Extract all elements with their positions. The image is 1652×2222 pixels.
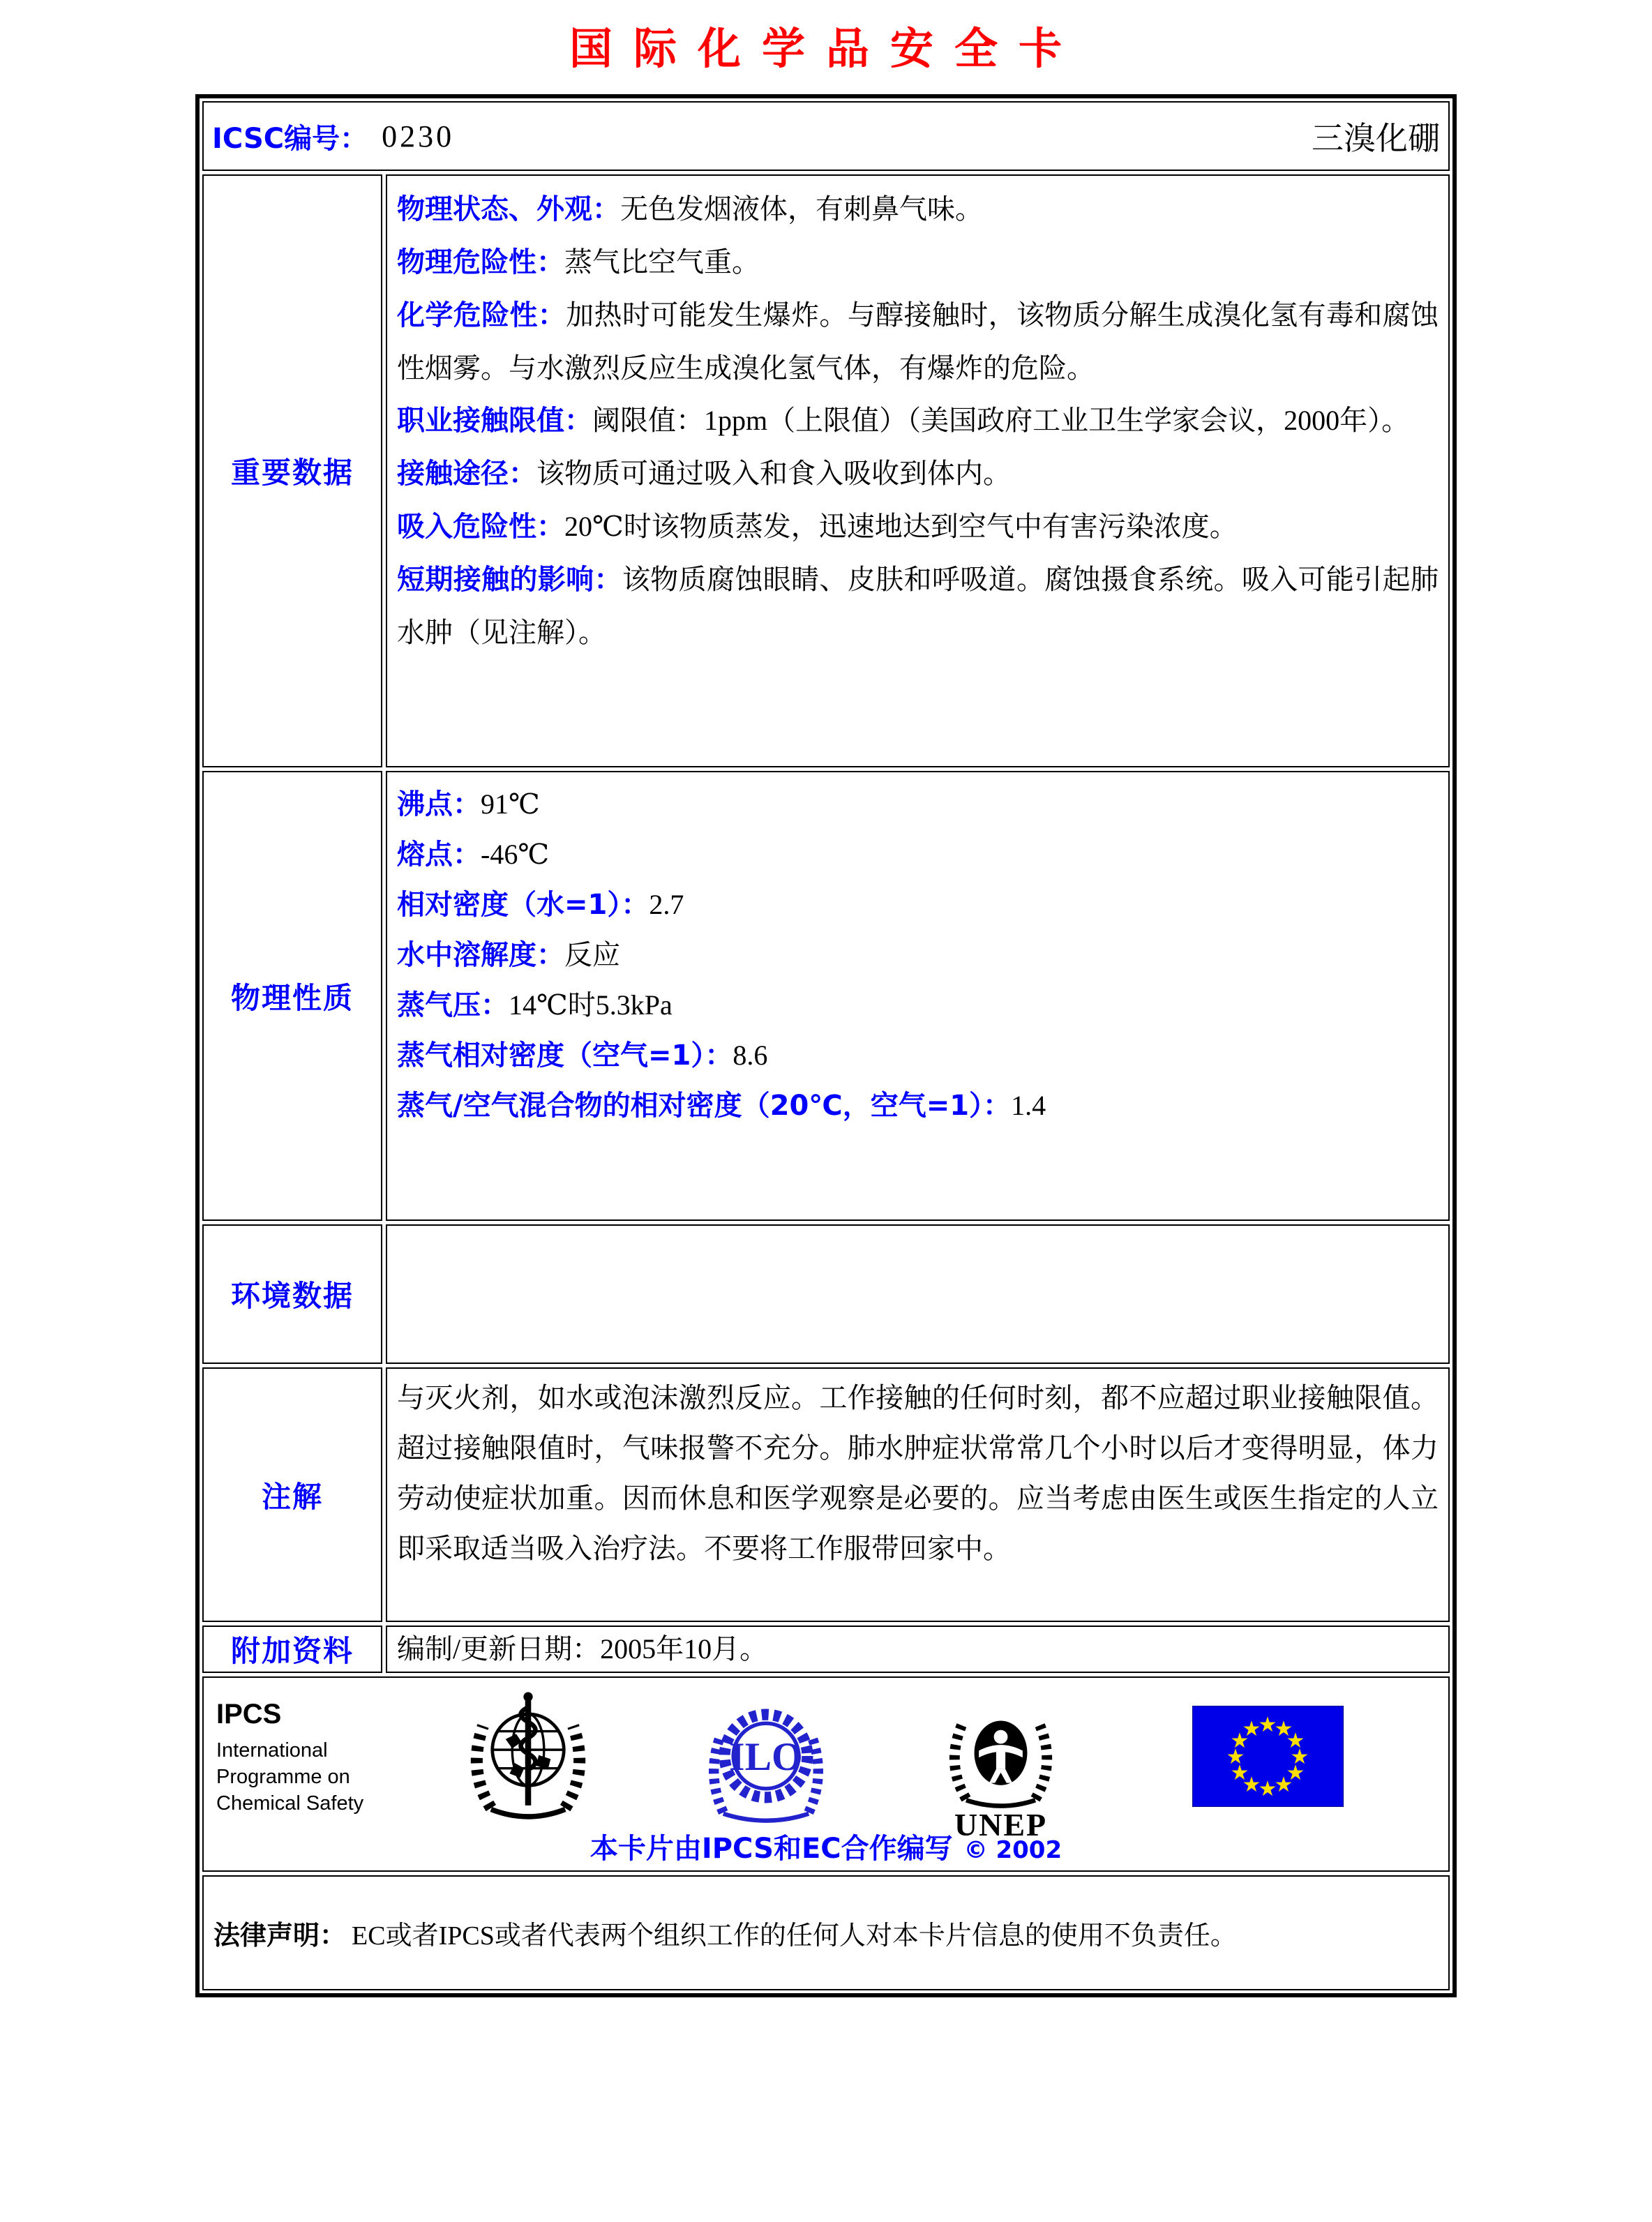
eu-flag: [1192, 1706, 1344, 1807]
legal-notice-text: EC或者IPCS或者代表两个组织工作的任何人对本卡片信息的使用不负责任。: [352, 1921, 1237, 1951]
data-item: [397, 779, 1439, 830]
svg-text:★: ★: [1242, 1773, 1261, 1797]
credit-text: 本卡片由IPCS和EC合作编写: [590, 1833, 953, 1865]
section-row-environmental-data: [202, 1224, 1450, 1364]
svg-text:★: ★: [1286, 1729, 1305, 1753]
page: [0, 14, 1652, 1997]
data-item: [397, 289, 1439, 394]
data-item: [397, 1081, 1439, 1131]
section-content-physical-properties: [386, 771, 1450, 1221]
data-item: [397, 500, 1439, 553]
section-row-notes: [202, 1367, 1450, 1622]
item-label: 熔点：: [397, 839, 481, 871]
svg-text:★: ★: [1274, 1717, 1293, 1741]
item-text: 该物质可通过吸入和食入吸收到体内。: [536, 458, 1011, 489]
page-title: 国际化学品安全卡: [569, 23, 1083, 74]
icsc-card-table: [195, 94, 1457, 1997]
data-item: [397, 394, 1439, 447]
svg-text:★: ★: [1274, 1773, 1293, 1797]
ilo-logo: [703, 1699, 829, 1838]
svg-text:★: ★: [1286, 1761, 1305, 1785]
svg-text:★: ★: [1242, 1717, 1261, 1741]
svg-text:★: ★: [1258, 1713, 1277, 1737]
ipcs-title: IPCS: [216, 1699, 282, 1729]
item-label: 短期接触的影响：: [397, 564, 622, 596]
item-label: 化学危险性：: [397, 299, 566, 331]
item-label: 水中溶解度：: [397, 939, 564, 971]
svg-text:★: ★: [1290, 1745, 1309, 1769]
item-text: 20℃时该物质蒸发，迅速地达到空气中有害污染浓度。: [564, 511, 1238, 542]
item-text: 该物质腐蚀眼睛、皮肤和呼吸道。腐蚀摄食系统。吸入可能引起肺水肿（见注解）。: [397, 564, 1439, 648]
section-content-important-data: [386, 174, 1450, 767]
legal-cell: [202, 1875, 1450, 1990]
ipcs-subtitle-line: Chemical Safety: [216, 1792, 364, 1815]
notes-text: 与灭火剂，如水或泡沫激烈反应。工作接触的任何时刻，都不应超过职业接触限值。超过接触限值时，气味报警不充分。肺水肿症状常常几个小时以后才变得明显，体力劳动使症状加重。因而休息和医学观察是必要的。应当考虑由医生或医生指定的人立即采取适当吸入治疗法。不要将工作服带回家中。: [397, 1382, 1439, 1564]
item-text: -46℃: [481, 839, 550, 870]
credit-year: © 2002: [963, 1836, 1062, 1864]
ipcs-subtitle-line: International: [216, 1739, 328, 1762]
data-item: [397, 1030, 1439, 1081]
section-row-additional-info: [202, 1626, 1450, 1673]
logos-cell: [202, 1676, 1450, 1872]
item-label: 接触途径：: [397, 458, 536, 490]
item-label: 沸点：: [397, 788, 481, 820]
section-content-notes: [386, 1367, 1450, 1622]
item-text: 2.7: [649, 889, 684, 920]
item-text: 8.6: [733, 1039, 768, 1071]
svg-text:★: ★: [1258, 1777, 1277, 1801]
unep-emblem: [943, 1696, 1058, 1815]
item-label: 相对密度（水=1）：: [397, 889, 649, 921]
section-content-additional-info: [386, 1626, 1450, 1673]
data-item: [397, 880, 1439, 930]
item-text: 1.4: [1011, 1090, 1046, 1121]
ipcs-subtitle-line: Programme on: [216, 1766, 350, 1788]
chemical-name: 三溴化硼: [1312, 121, 1440, 156]
section-label-physical-properties: 物理性质: [202, 771, 382, 1221]
svg-text:ILO: ILO: [729, 1734, 803, 1779]
header-cell: [202, 101, 1450, 171]
item-label: 蒸气/空气混合物的相对密度（20℃，空气=1）：: [397, 1090, 1012, 1122]
icsc-number-label: ICSC编号：: [212, 122, 368, 155]
header-row: [202, 101, 1450, 171]
legal-row: [202, 1875, 1450, 1990]
ipcs-text-block: [216, 1699, 363, 1817]
data-item: [397, 553, 1439, 659]
section-row-physical-properties: [202, 771, 1450, 1221]
item-label: 物理状态、外观：: [397, 193, 620, 225]
section-label-environmental-data: 环境数据: [202, 1224, 382, 1364]
item-label: 职业接触限值：: [397, 405, 592, 437]
item-text: 加热时可能发生爆炸。与醇接触时，该物质分解生成溴化氢有毒和腐蚀性烟雾。与水激烈反应生成溴化氢气体，有爆炸的危险。: [397, 299, 1439, 384]
data-item: [397, 930, 1439, 980]
additional-info-text: 编制/更新日期：2005年10月。: [397, 1633, 768, 1665]
item-label: 蒸气相对密度（空气=1）：: [397, 1039, 733, 1072]
item-text: 反应: [564, 939, 620, 970]
legal-notice-label: 法律声明：: [213, 1920, 347, 1951]
data-item: [397, 447, 1439, 500]
section-label-additional-info: 附加资料: [202, 1626, 382, 1673]
item-label: 吸入危险性：: [397, 511, 564, 543]
item-text: 91℃: [481, 788, 540, 820]
logos-row: [202, 1676, 1450, 1872]
item-text: 无色发烟液体，有刺鼻气味。: [620, 193, 983, 225]
data-item: [397, 980, 1439, 1030]
unep-logo: [943, 1696, 1058, 1843]
svg-text:★: ★: [1230, 1761, 1249, 1785]
icsc-number-value: 0230: [382, 119, 455, 153]
svg-text:★: ★: [1226, 1745, 1245, 1769]
data-item: [397, 830, 1439, 880]
svg-text:★: ★: [1230, 1729, 1249, 1753]
unep-wordmark: UNEP: [954, 1807, 1048, 1842]
item-text: 阈限值：1ppm（上限值）（美国政府工业卫生学家会议，2000年）。: [592, 405, 1410, 436]
section-row-important-data: [202, 174, 1450, 767]
data-item: [397, 236, 1439, 289]
section-content-environmental-data: [386, 1224, 1450, 1364]
who-logo: [462, 1686, 594, 1829]
item-label: 物理危险性：: [397, 246, 564, 278]
section-label-notes: 注解: [202, 1367, 382, 1622]
item-label: 蒸气压：: [397, 989, 509, 1021]
section-label-important-data: 重要数据: [202, 174, 382, 767]
item-text: 蒸气比空气重。: [564, 246, 760, 278]
item-text: 14℃时5.3kPa: [509, 989, 673, 1021]
data-item: [397, 183, 1439, 236]
credit-line: [204, 1826, 1448, 1866]
